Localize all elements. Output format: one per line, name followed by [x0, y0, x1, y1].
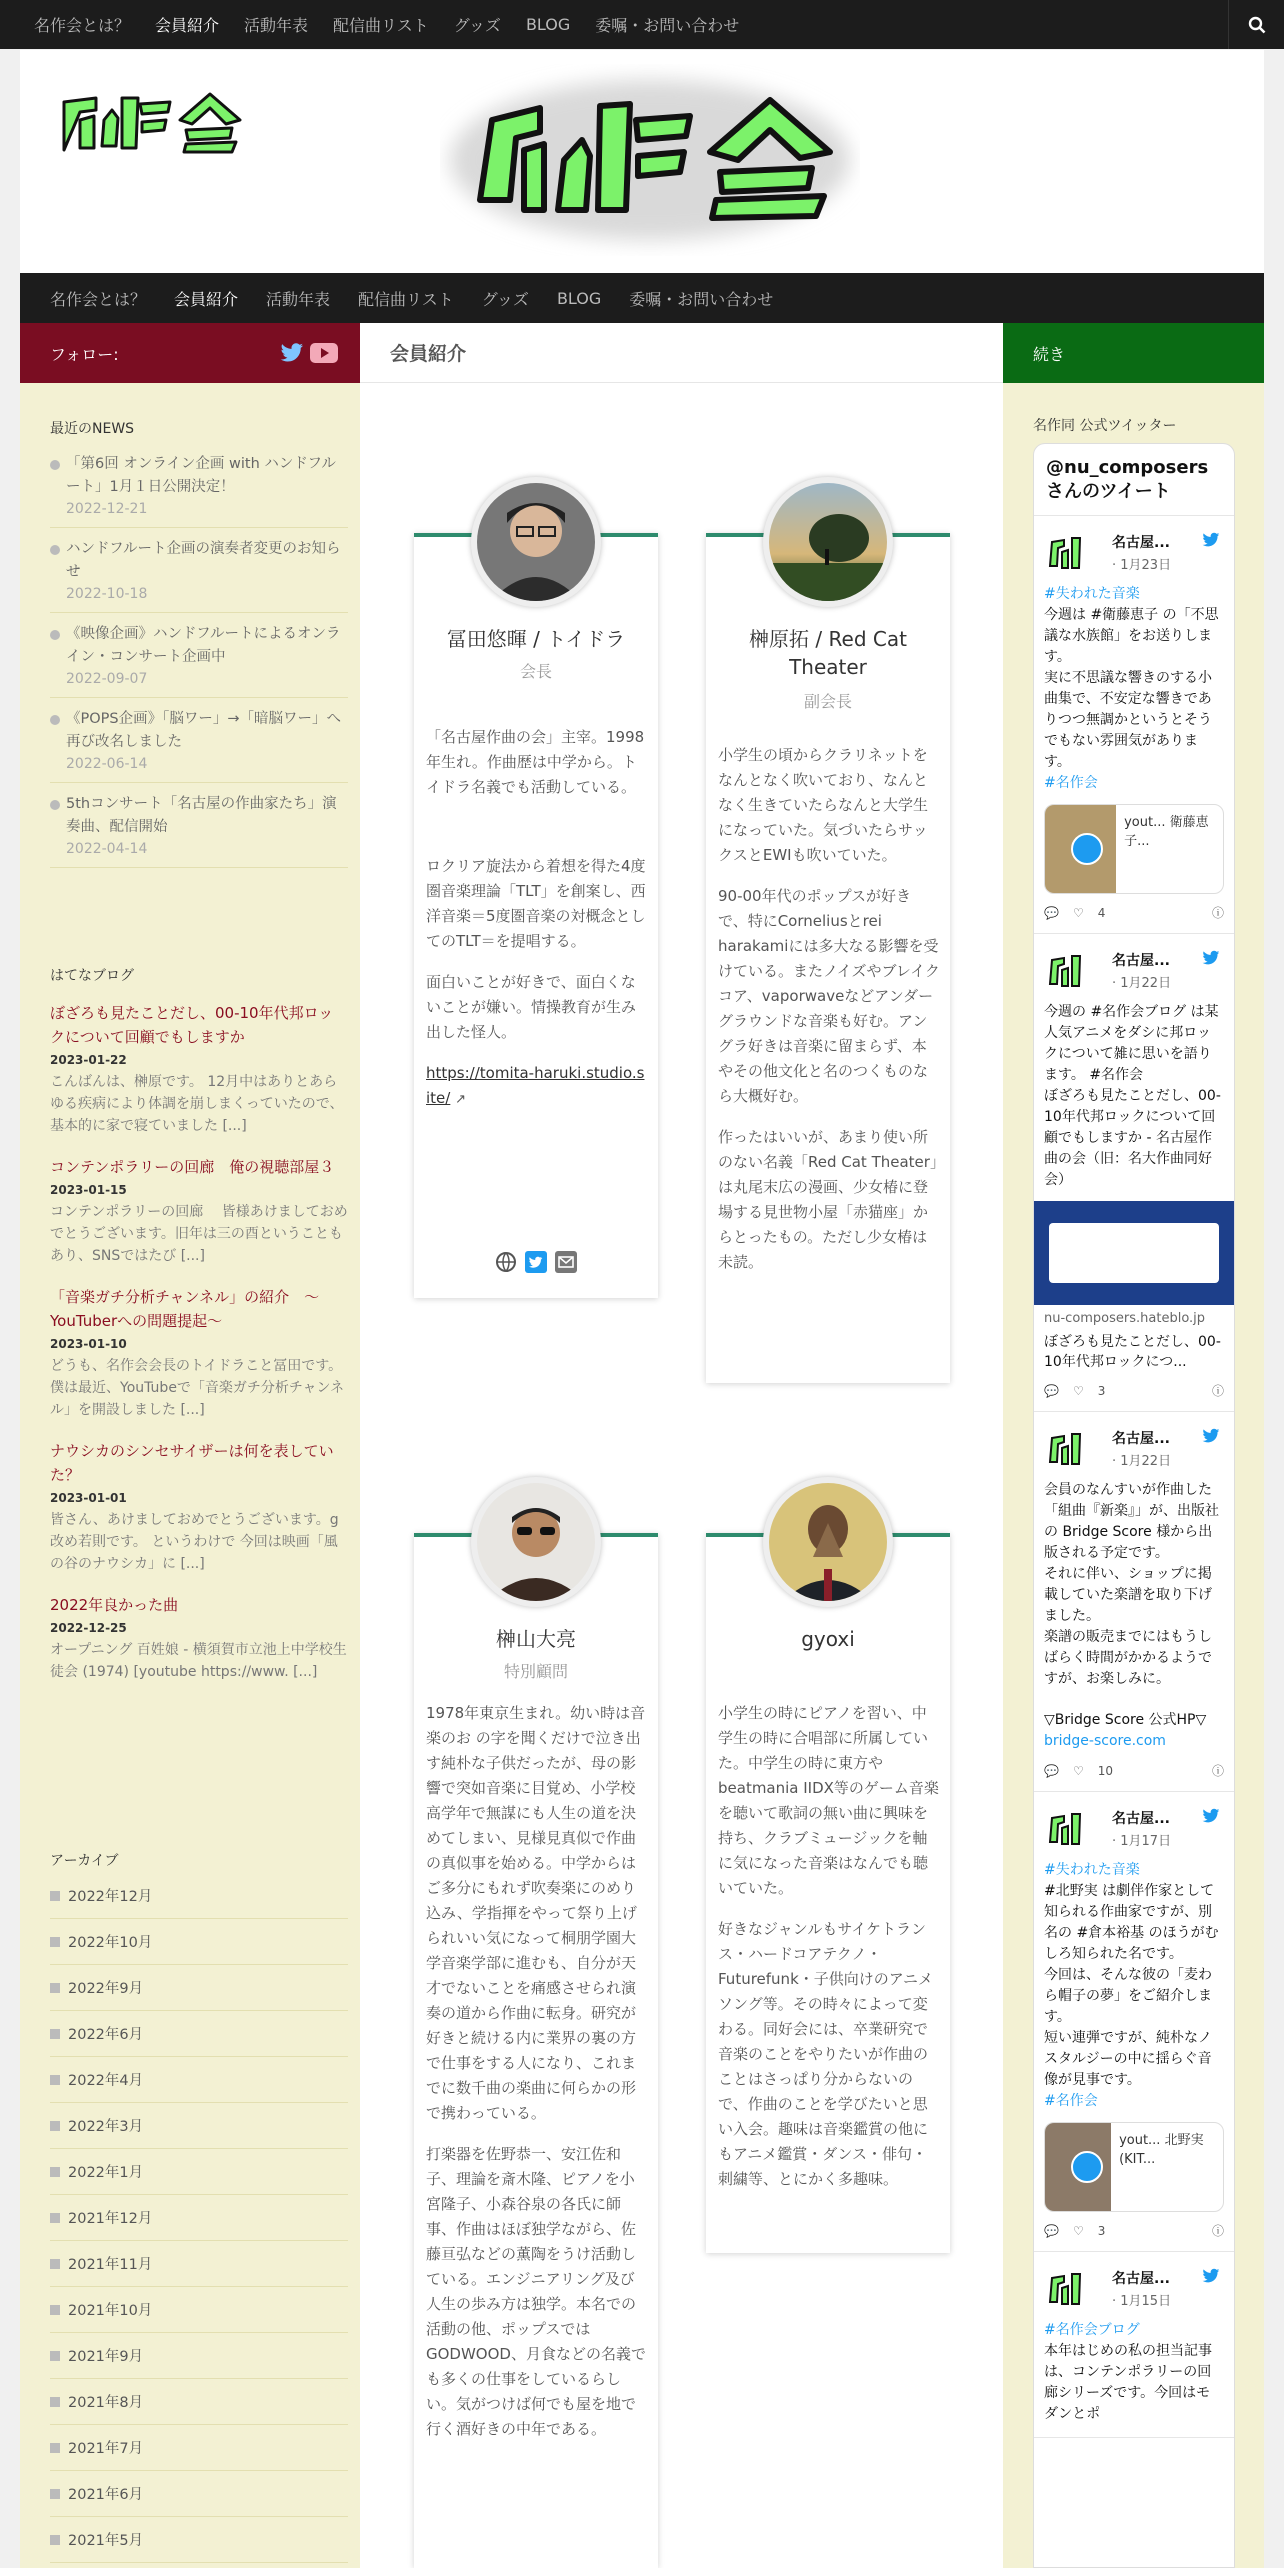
- twitter-widget-title: 名作同 公式ツイッター: [1033, 418, 1177, 434]
- tweet-date[interactable]: · 1月22日: [1112, 976, 1172, 991]
- info-icon[interactable]: ⓘ: [1211, 1384, 1224, 1398]
- blog-item-link[interactable]: コンテンポラリーの回廊 俺の視聴部屋３: [50, 1158, 335, 1176]
- blog-item: ナウシカのシンセサイザーは何を表していた？ 2023-01-01 皆さん、あけましておめでとうございます。g改め若則です。 というわけで 今回は映画「風の谷のナウシカ」に [...]: [50, 1439, 348, 1575]
- member-bio: 1978年東京生まれ。幼い時は音楽のお の字を聞くだけで泣き出す純朴な子供だったが、母の影響で突如音楽に目覚め、小学校高学年で無謀にも人生の道を決めてしまい、見様見真似で作曲の真似事を始める。中学からはご多分にもれず吹奏楽にのめり込み、学指揮をやって祭り上げられいい気になって桐朋学園大学音楽学部に進むも、自分が天才でないことを痛感させられ演奏の道から作曲に転身。研究が好きと続ける内に業界の裏の方で仕事をする人になり、これまでに数千曲の楽曲に何らかの形で携わっている。 打楽器を佐野恭一、安江佐和子、理論を斎木隆、ピアノを小宮隆子、小森谷泉の各氏に師事、作曲はほぼ独学ながら、佐藤亘弘などの薫陶をうけ活動している。エンジニアリング及び人生の歩み方は独学。本名での活動の他、ポップスではGODWOOD、月食などの名義でも多くの仕事をしているらしい。気がつけば何でも屋を地で行く酒好きの中年である。: [426, 1704, 646, 2438]
- blog-item-link[interactable]: ナウシカのシンセサイザーは何を表していた？: [50, 1442, 334, 1484]
- small-logo[interactable]: [60, 90, 245, 154]
- member-role: 副会長: [803, 692, 852, 711]
- mail-icon[interactable]: [555, 1251, 577, 1273]
- tweet-link-card[interactable]: [1034, 1201, 1234, 1372]
- archive-item[interactable]: 2021年12月: [50, 2195, 348, 2241]
- tweet-actions: [1044, 1382, 1224, 1399]
- twitter-bird-icon: [1202, 1428, 1220, 1444]
- reply-icon[interactable]: 💬: [1044, 1383, 1059, 1398]
- left-sidebar: [20, 323, 360, 2568]
- tweet[interactable]: [1034, 1412, 1234, 1792]
- tweet-text: 会員のなんすいが作曲した「組曲『新楽』」が、出版社の Bridge Score 様から出版される予定です。 それに伴い、ショップに掲載していた楽譜を取り下げました。 楽譜の販売までにはもうしばらく時間がかかるようですが、お楽しみに。 ▽Bridge Score 公式HP▽ bridge-score.com: [1044, 1480, 1224, 1752]
- archive-item[interactable]: 2021年6月: [50, 2471, 348, 2517]
- news-item[interactable]: 「第6回 オンライン企画 with ハンドフルート」1月１日公開決定！ 2022-12-21: [50, 443, 348, 528]
- member-social: [414, 1251, 658, 1273]
- archive-item[interactable]: 2022年12月: [50, 1873, 348, 1919]
- member-name: 冨田悠暉 / トイドラ: [446, 627, 626, 651]
- tweet-text: 今週の #名作会ブログ は某人気アニメをダシに邦ロックについて雑に思いを語ります。 #名作会 ぼざろも見たことだし、00-10年代邦ロックについて回顧でもしますか - 名古屋作曲の会（旧：名大作曲同好会）: [1044, 1004, 1221, 1188]
- like-icon[interactable]: ♡: [1072, 2223, 1084, 2238]
- archive-item[interactable]: 2022年6月: [50, 2011, 348, 2057]
- info-icon[interactable]: ⓘ: [1211, 906, 1224, 920]
- account-avatar[interactable]: [1046, 1808, 1086, 1848]
- play-icon: [1071, 833, 1103, 865]
- archive-item[interactable]: 2022年10月: [50, 1919, 348, 1965]
- blog-item-link[interactable]: 2022年良かった曲: [50, 1596, 179, 1614]
- blog-item-link[interactable]: 「音楽ガチ分析チャンネル」の紹介 ～YouTuberへの問題提起～: [50, 1288, 320, 1330]
- archive-item[interactable]: 2021年8月: [50, 2379, 348, 2425]
- archive-item[interactable]: 2021年5月: [50, 2517, 348, 2563]
- blog-item-link[interactable]: ぼざろも見たことだし、00-10年代邦ロックについて回顧でもしますか: [50, 1004, 334, 1046]
- top-nav-about[interactable]: 名作会とは？: [34, 16, 131, 35]
- member-card: [706, 1533, 950, 2253]
- tweet-date[interactable]: · 1月23日: [1112, 558, 1172, 573]
- news-item[interactable]: 5thコンサート「名古屋の作曲家たち」演奏曲、配信開始 2022-04-14: [50, 783, 348, 868]
- like-icon[interactable]: ♡: [1072, 1383, 1084, 1398]
- tweet-author[interactable]: 名古屋...: [1112, 535, 1170, 551]
- account-avatar[interactable]: [1046, 950, 1086, 990]
- archive-list: [50, 1873, 348, 2563]
- archive-item[interactable]: 2022年9月: [50, 1965, 348, 2011]
- tweet-media-card[interactable]: yout... 衛藤恵子...: [1044, 804, 1224, 894]
- main-nav-contact[interactable]: 委嘱・お問い合わせ: [629, 289, 774, 309]
- info-icon[interactable]: ⓘ: [1211, 1764, 1224, 1778]
- member-name: gyoxi: [801, 1627, 855, 1651]
- account-avatar[interactable]: [1046, 2268, 1086, 2308]
- account-avatar[interactable]: [1046, 1428, 1086, 1468]
- archive-item[interactable]: 2021年11月: [50, 2241, 348, 2287]
- like-count: 3: [1097, 2223, 1106, 2238]
- top-nav-contact[interactable]: 委嘱・お問い合わせ: [595, 16, 740, 35]
- link-card-domain: nu-composers.hateblo.jp: [1044, 1311, 1206, 1326]
- member-card: [706, 533, 950, 1383]
- link-card-image: [1034, 1201, 1234, 1305]
- archive-item[interactable]: 2022年3月: [50, 2103, 348, 2149]
- tweet[interactable]: [1034, 1792, 1234, 2252]
- info-icon[interactable]: ⓘ: [1211, 2224, 1224, 2238]
- twitter-bird-icon: [1202, 532, 1220, 548]
- like-icon[interactable]: ♡: [1072, 905, 1084, 920]
- blog-item: コンテンポラリーの回廊 俺の視聴部屋３ 2023-01-15 コンテンポラリーの回廊 皆様あけましておめでとうございます。旧年は三の酉ということもあり、SNSではたび [...]: [50, 1155, 348, 1267]
- follow-label: フォロー:: [50, 344, 119, 364]
- like-count: 10: [1097, 1763, 1113, 1778]
- external-link-icon: ↗: [455, 1092, 467, 1107]
- account-avatar[interactable]: [1046, 532, 1086, 572]
- right-sidebar-header: 続き: [1003, 323, 1264, 383]
- news-item[interactable]: 《POPS企画》「脳ワー」→「暗脳ワー」へ再び改名しました 2022-06-14: [50, 698, 348, 783]
- top-bar: [0, 0, 1284, 49]
- member-name: 榊山大亮: [496, 1627, 576, 1651]
- member-role: 会長: [519, 662, 552, 681]
- main-nav-members[interactable]: 会員紹介: [174, 289, 239, 309]
- twitter-icon[interactable]: [280, 343, 304, 363]
- link-card-title: ぼざろも見たことだし、00-10年代邦ロックにつ...: [1044, 1334, 1221, 1370]
- archive-item[interactable]: 2021年10月: [50, 2287, 348, 2333]
- timeline-header: @nu_composers さんのツイート: [1034, 444, 1234, 516]
- main-nav-history[interactable]: 活動年表: [266, 289, 331, 309]
- archive-item[interactable]: 2022年1月: [50, 2149, 348, 2195]
- member-website-link[interactable]: https://tomita-haruki.studio.site/: [426, 1064, 645, 1107]
- top-nav-songs[interactable]: 配信曲リスト: [333, 16, 429, 35]
- tweet-text: #失われた音楽 #北野実 は劇伴作家として知られる作曲家ですが、別名の #倉本裕基 のほうがむしろ知られた名です。 今回は、そんな彼の「麦わら帽子の夢」をご紹介します。 短い連弾ですが、純朴なノスタルジーの中に揺らぐ音像が見事です。 #名作会: [1044, 1862, 1219, 2109]
- top-nav-history[interactable]: 活動年表: [244, 16, 309, 35]
- tweet-author[interactable]: 名古屋...: [1112, 1811, 1170, 1827]
- tweet[interactable]: [1034, 2252, 1234, 2438]
- blog-item: 「音楽ガチ分析チャンネル」の紹介 ～YouTuberへの問題提起～ 2023-01-10 どうも、名作会会長のトイドラこと冨田です。 僕は最近、YouTubeで「音楽ガチ分析チャンネル」を開設しました [...]: [50, 1285, 348, 1421]
- right-sidebar: [1003, 383, 1264, 2568]
- tweet-date[interactable]: · 1月15日: [1112, 2294, 1172, 2309]
- blog-title: はてなブログ: [50, 968, 134, 984]
- main-content: [360, 323, 1003, 2568]
- tweet[interactable]: [1034, 516, 1234, 934]
- main-logo: [440, 60, 860, 260]
- news-list: [50, 443, 348, 868]
- youtube-icon[interactable]: [310, 343, 338, 363]
- twitter-icon[interactable]: [525, 1251, 547, 1273]
- blog-list: [50, 1001, 348, 1701]
- member-role: 特別顧問: [503, 1662, 568, 1681]
- news-item[interactable]: 《映像企画》ハンドフルートによるオンライン・コンサート企画中 2022-09-07: [50, 613, 348, 698]
- like-count: 4: [1097, 905, 1106, 920]
- top-nav-members[interactable]: 会員紹介: [155, 16, 220, 35]
- twitter-timeline[interactable]: [1033, 443, 1235, 2568]
- main-nav-goods[interactable]: グッズ: [481, 289, 529, 309]
- tweet-date[interactable]: · 1月17日: [1112, 1834, 1172, 1849]
- blog-item: ぼざろも見たことだし、00-10年代邦ロックについて回顧でもしますか 2023-01-22 こんばんは、榊原です。 12月中はありとあらゆる疾病により体調を崩しまくっていたので、基本的に家で寝ていました [...]: [50, 1001, 348, 1137]
- play-icon: [1071, 2151, 1103, 2183]
- archive-item[interactable]: 2021年9月: [50, 2333, 348, 2379]
- member-card: [414, 533, 658, 1298]
- avatar: [763, 1477, 893, 1607]
- main-nav-blog[interactable]: BLOG: [556, 288, 602, 308]
- archive-item[interactable]: 2021年7月: [50, 2425, 348, 2471]
- member-card: [414, 1533, 658, 2568]
- reply-icon[interactable]: 💬: [1044, 1763, 1059, 1778]
- member-bio: 小学生の時にピアノを習い、中学生の時に合唱部に所属していた。中学生の時に東方やbeatmania IIDX等のゲーム音楽を聴いて歌詞の無い曲に興味を持ち、クラブミュージックを軸に気になった音楽はなんでも聴いていた。 好きなジャンルもサイケトランス・ハードコアテクノ・Futurefunk・子供向けのアニメソング等。その時々によって変わる。同好会には、卒業研究で音楽のことをやりたいが作曲のことはさっぱり分からないので、作曲のことを学びたいと思い入会。趣味は音楽鑑賞の他にもアニメ鑑賞・ダンス・俳句・刺繍等、とにかく多趣味。: [718, 1704, 939, 2188]
- archive-title: アーカイブ: [50, 1853, 119, 1869]
- search-icon: [1248, 16, 1266, 34]
- tweet-text: #名作会ブログ 本年はじめの私の担当記事は、コンテンポラリーの回廊シリーズです。今回はモダンとポ: [1044, 2322, 1212, 2422]
- search-button[interactable]: [1228, 0, 1284, 49]
- tweet-author[interactable]: 名古屋...: [1112, 953, 1170, 969]
- tweet-date[interactable]: · 1月22日: [1112, 1454, 1172, 1469]
- member-name: 榊原拓 / Red Cat Theater: [749, 627, 907, 679]
- tweet-link[interactable]: bridge-score.com: [1044, 1733, 1166, 1749]
- tweet-media-card[interactable]: yout... 北野実 (KIT...: [1044, 2122, 1224, 2212]
- reply-icon[interactable]: 💬: [1044, 905, 1059, 920]
- tweet-actions: [1044, 1762, 1224, 1779]
- avatar: [471, 1477, 601, 1607]
- main-nav-about[interactable]: 名作会とは？: [50, 289, 147, 309]
- avatar: [763, 477, 893, 607]
- tweet[interactable]: [1034, 934, 1234, 1412]
- member-bio: 小学生の頃からクラリネットをなんとなく吹いており、なんとなく生きていたらなんと大学生になっていた。気づいたらサックスとEWIも吹いていた。 90-00年代のポップスが好きで、特にCorneliusとrei harakamiには多大なる影響を受けている。またノイズやブレイクコア、vaporwaveなどアンダーグラウンドな音楽も好む。アングラ好きは音楽に留まらず、本やその他文化と名のつくものなら大概好む。 作ったはいいが、あまり使い所のない名義「Red Cat Theater」は丸尾末広の漫画、少女椿に登場する見世物小屋「赤猫座」からとったもの。ただし少女椿は未読。: [718, 746, 940, 1271]
- page-title: 会員紹介: [360, 323, 1003, 383]
- twitter-bird-icon: [1202, 2268, 1220, 2284]
- twitter-bird-icon: [1202, 1808, 1220, 1824]
- top-nav: [34, 0, 764, 49]
- tweet-actions: [1044, 904, 1224, 921]
- tweet-text: #失われた音楽 今週は #衛藤恵子 の「不思議な水族館」をお送りします。 実に不思議な響きのする小曲集で、不安定な響きでありつつ無調かというとそうでもない雰囲気があります。 #名作会: [1044, 586, 1219, 791]
- twitter-bird-icon: [1202, 950, 1220, 966]
- globe-icon[interactable]: [495, 1251, 517, 1273]
- reply-icon[interactable]: 💬: [1044, 2223, 1059, 2238]
- follow-bar: [20, 323, 360, 383]
- top-nav-blog[interactable]: BLOG: [525, 15, 571, 34]
- top-nav-goods[interactable]: グッズ: [453, 16, 501, 35]
- tweet-actions: [1044, 2222, 1224, 2239]
- blog-item: 2022年良かった曲 2022-12-25 オープニング 百姓娘 - 横須賀市立池上中学校生徒会 (1974) [youtube https://www. [...]: [50, 1593, 348, 1683]
- member-bio: 「名古屋作曲の会」主宰。1998年生れ。作曲歴は中学から。トイドラ名義でも活動している。 ロクリア旋法から着想を得た4度圏音楽理論「TLT」を創案し、西洋音楽＝5度圏音楽の対概念としてのTLT＝を提唱する。 面白いことが好きで、面白くないことが嫌い。情操教育が生み出した怪人。 https://tomita-haruki.studio.site/ ↗: [426, 728, 646, 1107]
- archive-item[interactable]: 2022年4月: [50, 2057, 348, 2103]
- news-item[interactable]: ハンドフルート企画の演奏者変更のお知らせ 2022-10-18: [50, 528, 348, 613]
- news-title: 最近のNEWS: [50, 421, 135, 437]
- main-nav-songs[interactable]: 配信曲リスト: [358, 289, 454, 309]
- tweet-author[interactable]: 名古屋...: [1112, 1431, 1170, 1447]
- site-header: [20, 50, 1264, 273]
- like-count: 3: [1097, 1383, 1106, 1398]
- like-icon[interactable]: ♡: [1072, 1763, 1084, 1778]
- main-nav: [20, 273, 1264, 323]
- tweet-author[interactable]: 名古屋...: [1112, 2271, 1170, 2287]
- avatar: [471, 477, 601, 607]
